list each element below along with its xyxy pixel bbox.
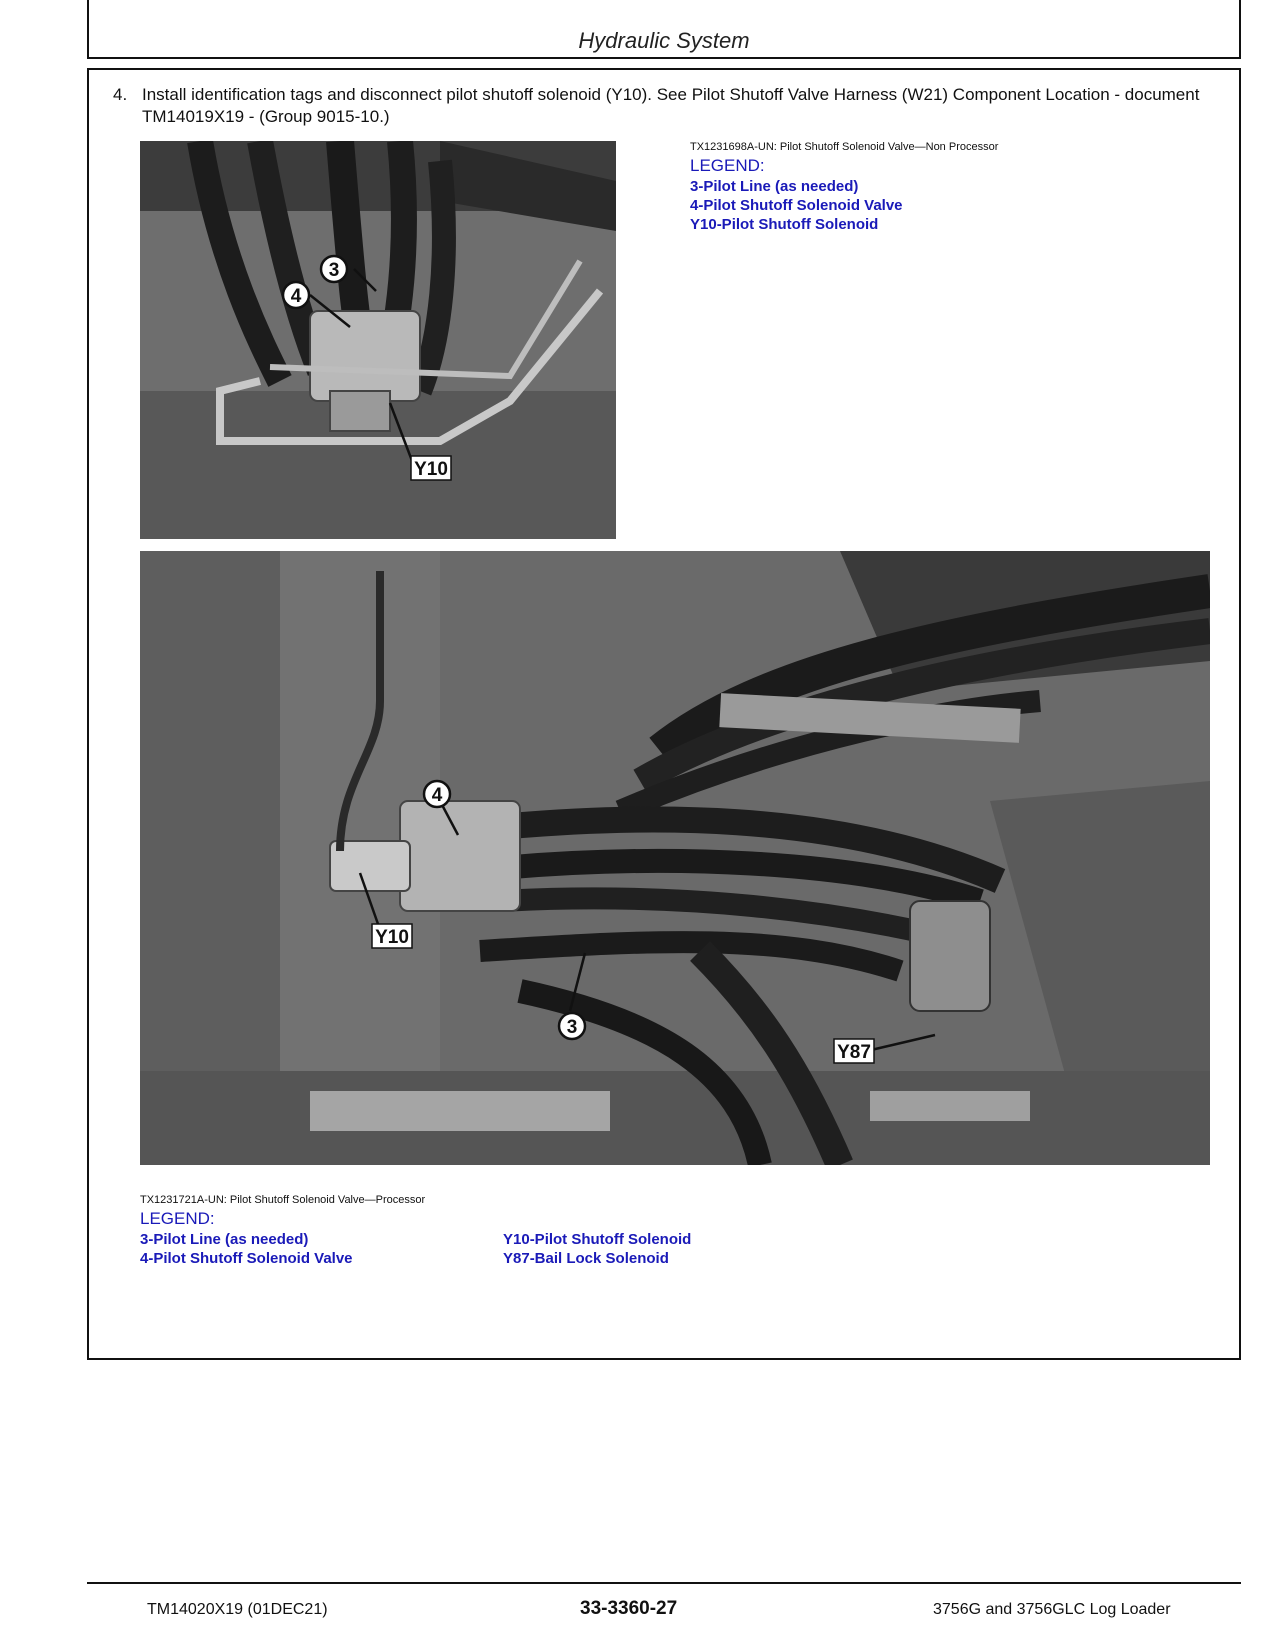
figure2-legend-item: Y87-Bail Lock Solenoid [503,1250,669,1267]
footer-doc-id: TM14020X19 (01DEC21) [147,1601,328,1618]
figure1-callout-4-label: 4 [290,286,302,307]
figure2-callout-4-label: 4 [431,785,443,806]
figure2-legend-item: 3-Pilot Line (as needed) [140,1231,309,1248]
figure1-legend-item: 3-Pilot Line (as needed) [690,178,859,195]
figure1-legend-item: 4-Pilot Shutoff Solenoid Valve [690,197,903,214]
figure2-illustration [140,551,1210,1165]
footer-model: 3756G and 3756GLC Log Loader [933,1601,1171,1618]
figure2-legend-title: LEGEND: [140,1209,215,1228]
figure1-legend-title: LEGEND: [690,156,765,175]
step-text: Install identification tags and disconnect pilot shutoff solenoid (Y10). See Pilot Shutoff Valve Harness (W21) Component Location - document TM14019X19 - (Group 9015-10.) [142,85,1200,126]
page-header [87,0,1241,59]
figure1-tag-y10-label: Y10 [414,459,448,480]
figure1-illustration [140,141,616,539]
header-title: Hydraulic System [578,28,750,53]
figure1-legend-item: Y10-Pilot Shutoff Solenoid [690,216,879,233]
footer-rule [87,1582,1241,1584]
figure1-caption-id: TX1231698A-UN: Pilot Shutoff Solenoid Valve—Non Processor [690,141,999,153]
figure1-photo [140,141,616,539]
step-number: 4. [113,85,128,104]
figure2-caption-id: TX1231721A-UN: Pilot Shutoff Solenoid Valve—Processor [140,1194,426,1206]
figure2-photo [140,551,1210,1165]
figure2-legend-item: 4-Pilot Shutoff Solenoid Valve [140,1250,353,1267]
footer-page-number: 33-3360-27 [580,1598,678,1619]
figure2-tag-y87-label: Y87 [837,1042,871,1063]
figure2-callout-3-label: 3 [566,1017,578,1038]
figure2-tag-y10-label: Y10 [375,927,409,948]
figure2-legend-item: Y10-Pilot Shutoff Solenoid [503,1231,692,1248]
figure1-callout-3-label: 3 [328,260,340,281]
